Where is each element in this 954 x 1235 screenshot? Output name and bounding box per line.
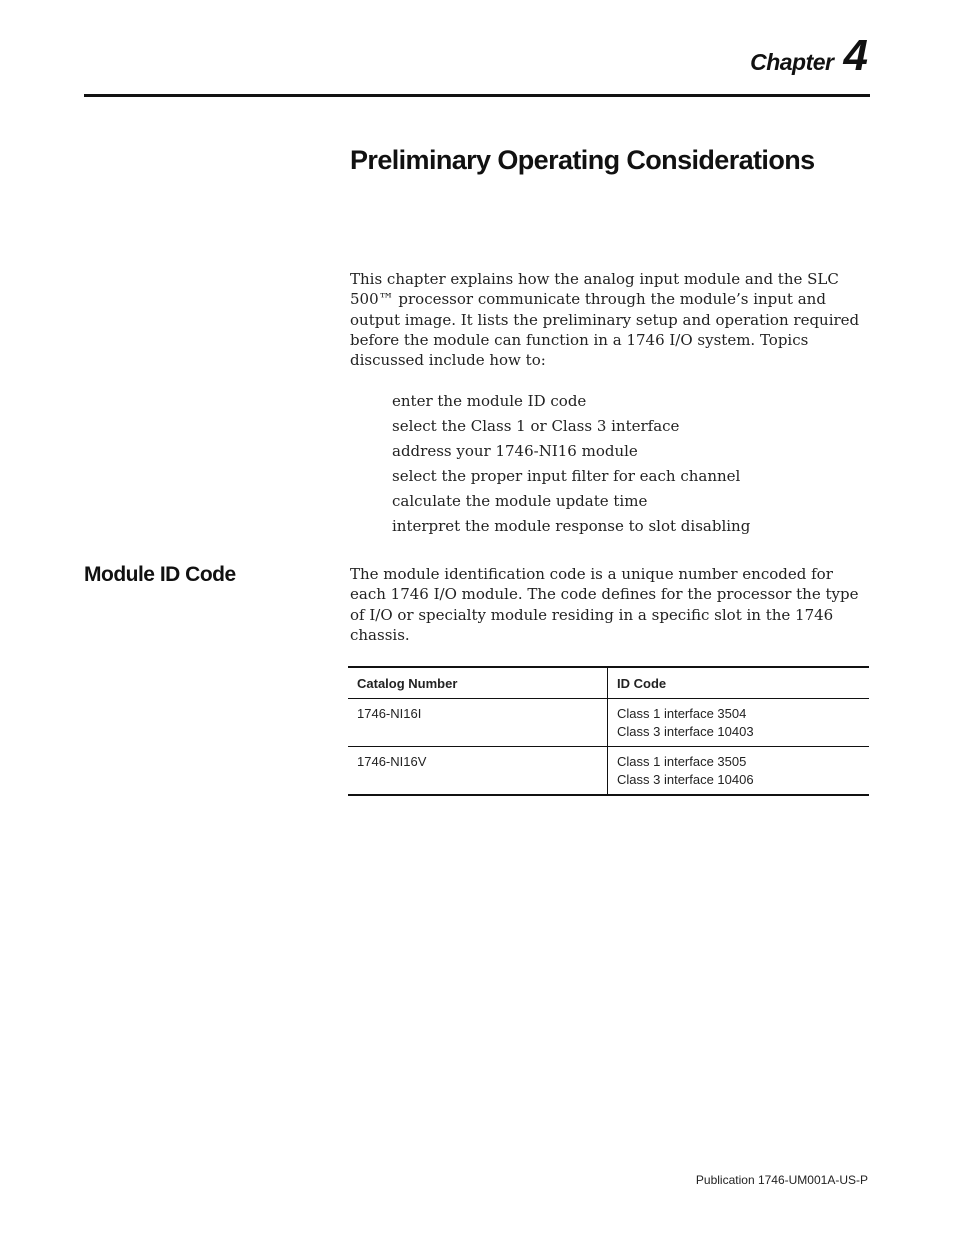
publication-footer: Publication 1746-UM001A-US-P [695,1173,868,1187]
table-row [348,699,869,747]
id-code-cell [608,747,870,795]
id-code-line: Class 1 interface 3504 [617,706,747,721]
id-code-cell [608,699,870,747]
catalog-cell: 1746-NI16V [348,747,608,795]
list-item: address your 1746-NI16 module [392,442,638,460]
topics-list [392,389,750,539]
table-row [348,747,869,795]
list-item: calculate the module update time [392,492,648,510]
page-title: Preliminary Operating Considerations [350,145,815,175]
section-heading: Module ID Code [84,563,236,586]
list-item: select the Class 1 or Class 3 interface [392,417,680,435]
chapter-label: Chapter [750,49,834,75]
chapter-heading [750,31,868,80]
column-header-id-code: ID Code [608,667,870,699]
header-rule [84,94,870,97]
id-code-line: Class 3 interface 10406 [617,772,754,787]
list-item: enter the module ID code [392,392,587,410]
chapter-number: 4 [843,31,868,80]
list-item: interpret the module response to slot disabling [392,517,751,535]
intro-paragraph: This chapter explains how the analog input module and the SLC 500™ processor communicate through the module’s input and output image. It lists the preliminary setup and operation required before the module can function in a 1746 I/O system. Topics discussed include how to: [350,270,860,370]
id-code-table [348,666,869,796]
table-header-row [348,667,869,699]
list-item: select the proper input filter for each channel [392,467,741,485]
id-code-line: Class 1 interface 3505 [617,754,747,769]
column-header-catalog: Catalog Number [348,667,608,699]
id-code-line: Class 3 interface 10403 [617,724,754,739]
section-paragraph: The module identification code is a unique number encoded for each 1746 I/O module. The code defines for the processor the type of I/O or specialty module residing in a specific slot in the 1746 chassis. [350,565,859,644]
catalog-cell: 1746-NI16I [348,699,608,747]
